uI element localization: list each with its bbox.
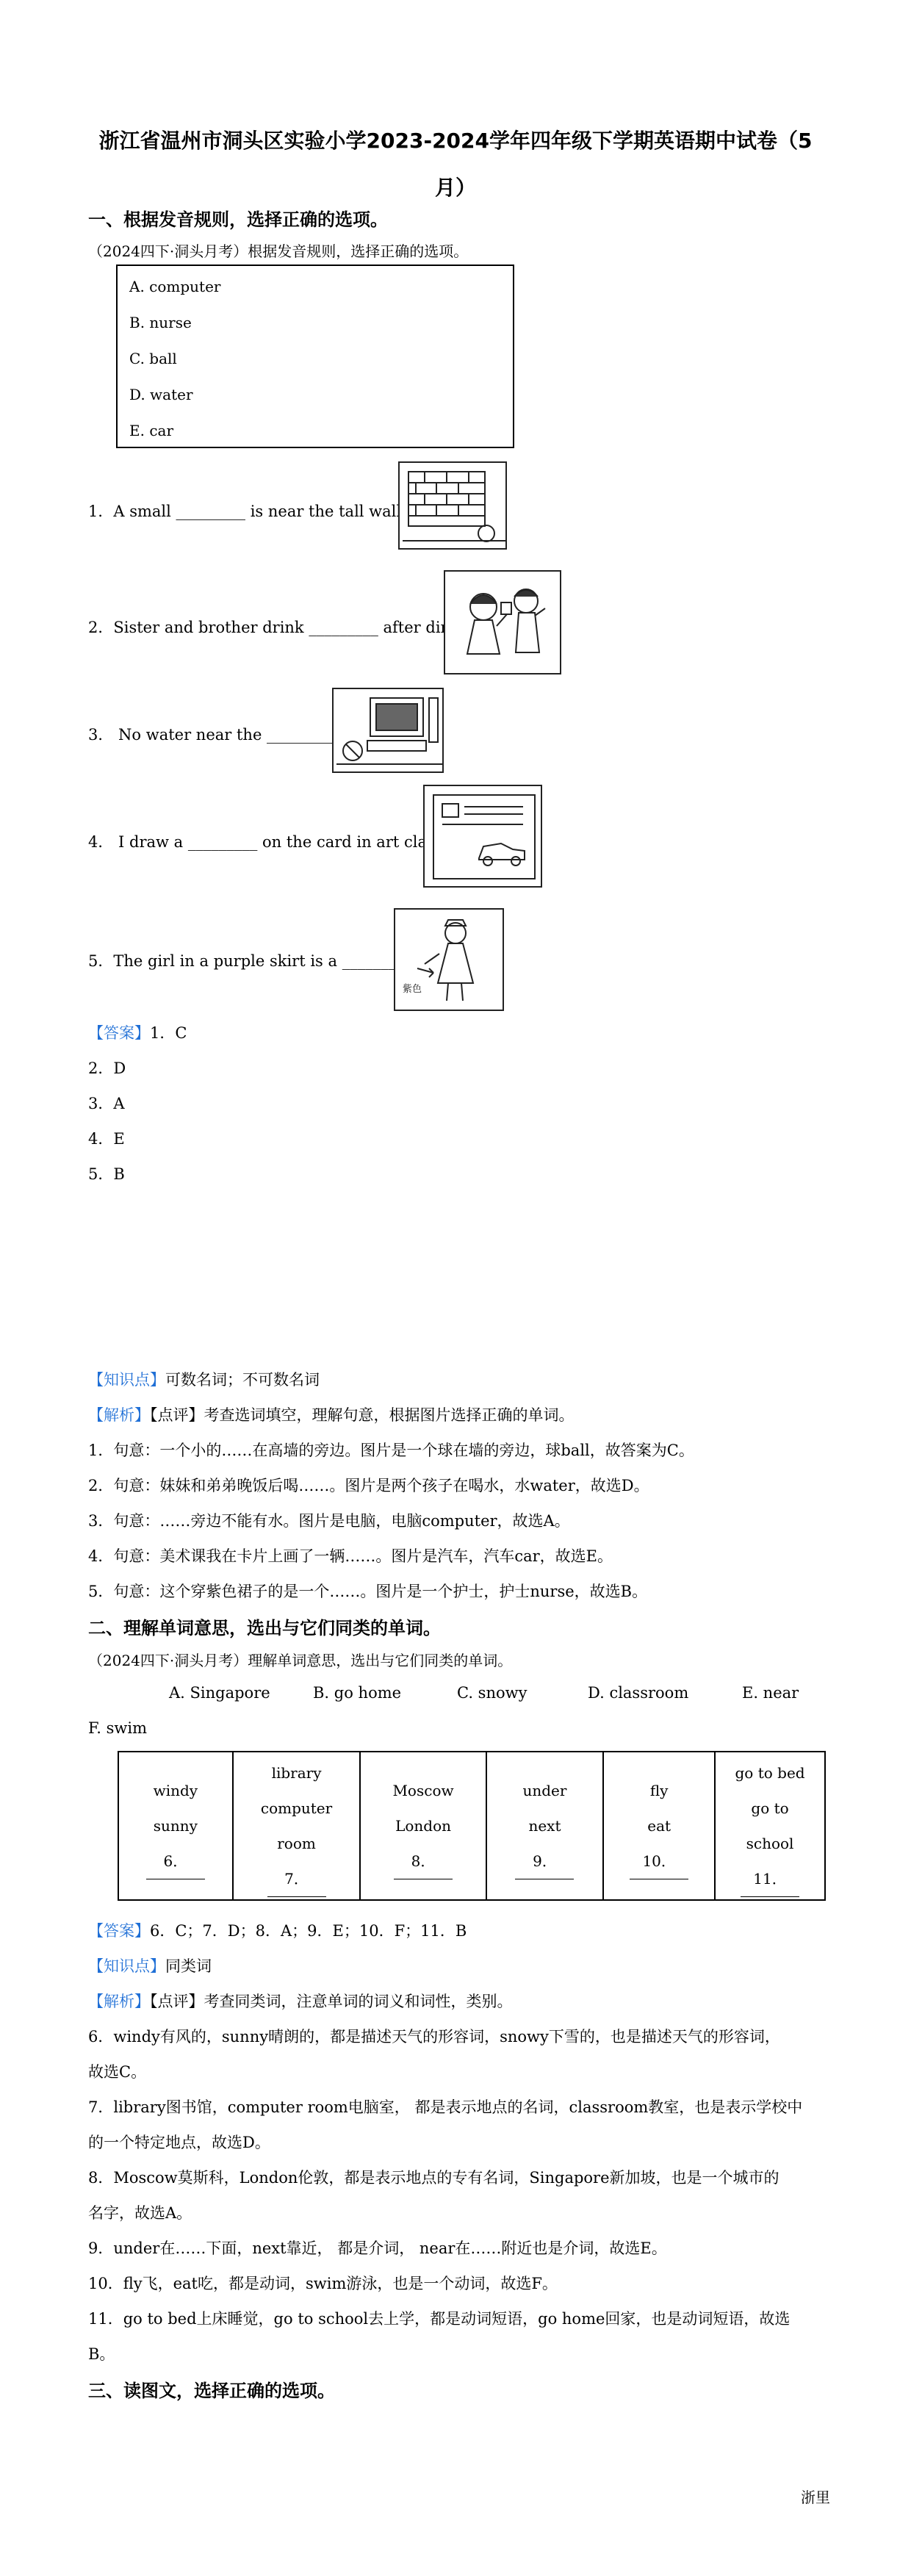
analysis-intro-2	[88, 1990, 513, 2012]
analysis-line: 10．fly飞，eat吃，都是动词，swim游泳，也是一个动词，故选F。	[88, 2275, 558, 2292]
answer-3: 3．A	[88, 1095, 125, 1112]
blank-10[interactable]: 10．	[630, 1843, 688, 1879]
question-2: 2．Sister and brother drink _________ after dinner.	[88, 619, 480, 636]
analysis-line: 11．go to bed上床睡觉，go to school去上学，都是动词短语，go home回家，也是动词短语，故选	[88, 2310, 791, 2328]
analysis-line: 8．Moscow莫斯科，London伦敦，都是表示地点的专有名词，Singapore新加坡，也是一个城市的	[88, 2169, 779, 2187]
group-word: London	[395, 1816, 451, 1835]
s2-option-d: D. classroom	[588, 1684, 689, 1702]
nurse-picture-label: 紫色	[403, 984, 422, 995]
answer-tag: 【答案】	[88, 1922, 150, 1940]
group-word: next	[528, 1816, 561, 1835]
analysis-line: B。	[88, 2345, 115, 2363]
option-a: A. computer	[129, 278, 221, 295]
word-groups-table	[118, 1751, 826, 1901]
answers-text: 6．C；7．D；8．A；9．E；10．F；11．B	[150, 1922, 467, 1940]
group-word: computer	[260, 1799, 333, 1817]
group-word: go to bed	[735, 1763, 805, 1782]
answer-5: 5．B	[88, 1165, 125, 1183]
analysis-intro-text: 【点评】考查同类词，注意单词的词义和词性，类别。	[150, 1993, 513, 2010]
knowledge-tag: 【知识点】	[88, 1957, 165, 1975]
s2-option-e: E. near	[742, 1684, 799, 1702]
analysis-intro-1	[88, 1403, 575, 1425]
group-cell-7	[233, 1752, 361, 1900]
analysis-line: 1．句意：一个小的……在高墙的旁边。图片是一个球在墙的旁边，球ball，故答案为C。	[88, 1442, 694, 1459]
group-cell-11	[715, 1752, 825, 1900]
answer-line-1	[88, 1021, 187, 1043]
question-4: 4． I draw a _________ on the card in art class.	[88, 833, 448, 851]
option-c: C. ball	[129, 350, 177, 367]
option-d: D. water	[129, 386, 193, 403]
option-e: E. car	[129, 422, 173, 439]
group-cell-10	[603, 1752, 715, 1900]
question-5: 5．The girl in a purple skirt is a _________.	[88, 952, 417, 970]
group-word: windy	[153, 1781, 198, 1799]
knowledge-point-2	[88, 1954, 212, 1976]
title-line-1: 浙江省温州市洞头区实验小学2023-2024学年四年级下学期英语期中试卷（5	[98, 129, 813, 153]
computer-picture	[332, 688, 444, 773]
group-word: library	[271, 1763, 322, 1782]
analysis-tag: 【解析】	[88, 1406, 150, 1424]
group-cell-6	[118, 1752, 233, 1900]
analysis-line: 4．句意：美术课我在卡片上画了一辆……。图片是汽车，汽车car，故选E。	[88, 1547, 613, 1565]
blank-6[interactable]: 6．	[146, 1843, 205, 1879]
s2-option-a: A. Singapore	[169, 1684, 270, 1702]
analysis-line: 名字，故选A。	[88, 2204, 192, 2222]
option-b: B. nurse	[129, 314, 192, 331]
s2-option-c: C. snowy	[457, 1684, 527, 1702]
group-word: room	[277, 1834, 316, 1852]
section-3-heading: 三、读图文，选择正确的选项。	[88, 2381, 335, 2401]
page-title	[81, 118, 830, 212]
analysis-line: 故选C。	[88, 2063, 147, 2081]
section-1-source: （2024四下·洞头月考）根据发音规则，选择正确的选项。	[88, 242, 469, 260]
group-cell-9	[486, 1752, 604, 1900]
group-word: fly	[649, 1781, 669, 1799]
section-1-heading: 一、根据发音规则，选择正确的选项。	[88, 209, 388, 230]
section-2-source: （2024四下·洞头月考）理解单词意思，选出与它们同类的单词。	[88, 1652, 513, 1669]
group-word: Moscow	[392, 1781, 454, 1799]
blank-9[interactable]: 9．	[515, 1843, 574, 1879]
answer-line-2	[88, 1919, 467, 1941]
title-line-2: 月）	[434, 176, 476, 200]
page-footer: 浙里	[801, 2489, 830, 2506]
children-drinking-picture	[444, 570, 561, 674]
group-word: eat	[647, 1816, 671, 1835]
analysis-line: 7．library图书馆，computer room电脑室， 都是表示地点的名词，classroom教室，也是表示学校中	[88, 2098, 803, 2116]
options-box	[116, 265, 514, 448]
group-word: go to	[751, 1799, 789, 1817]
analysis-line: 6．windy有风的，sunny晴朗的，都是描述天气的形容词，snowy下雪的，也是描述天气的形容词，	[88, 2028, 780, 2046]
knowledge-tag: 【知识点】	[88, 1371, 165, 1389]
blank-8[interactable]: 8．	[394, 1843, 453, 1879]
analysis-line: 2．句意：妹妹和弟弟晚饭后喝……。图片是两个孩子在喝水，水water，故选D。	[88, 1477, 649, 1494]
answer-4: 4．E	[88, 1130, 125, 1148]
s2-option-b: B. go home	[313, 1684, 402, 1702]
question-3: 3． No water near the _________.	[88, 726, 342, 744]
group-word: school	[746, 1834, 794, 1852]
group-cell-8	[360, 1752, 486, 1900]
group-word: under	[522, 1781, 567, 1799]
s2-option-f: F. swim	[88, 1719, 148, 1737]
nurse-picture	[394, 908, 504, 1011]
answer-1: 1．C	[150, 1024, 187, 1042]
group-word: sunny	[153, 1816, 198, 1835]
analysis-line: 3．句意：……旁边不能有水。图片是电脑，电脑computer，故选A。	[88, 1512, 570, 1530]
blank-7[interactable]: 7．	[267, 1861, 326, 1897]
analysis-line: 的一个特定地点，故选D。	[88, 2134, 270, 2151]
blank-11[interactable]: 11．	[741, 1861, 799, 1897]
knowledge-point-1	[88, 1368, 320, 1390]
knowledge-text: 可数名词；不可数名词	[165, 1371, 320, 1389]
answer-2: 2．D	[88, 1059, 126, 1077]
analysis-tag: 【解析】	[88, 1993, 150, 2010]
section-2-heading: 二、理解单词意思，选出与它们同类的单词。	[88, 1618, 441, 1638]
analysis-intro-text: 【点评】考查选词填空，理解句意，根据图片选择正确的单词。	[150, 1406, 575, 1424]
car-card-picture	[423, 785, 542, 888]
question-1: 1．A small _________ is near the tall wall.	[88, 503, 406, 520]
answer-tag: 【答案】	[88, 1024, 150, 1042]
knowledge-text: 同类词	[165, 1957, 212, 1975]
wall-ball-picture	[398, 461, 507, 550]
analysis-line: 9．under在……下面，next靠近， 都是介词， near在……附近也是介词，故选E。	[88, 2239, 667, 2257]
analysis-line: 5．句意：这个穿紫色裙子的是一个……。图片是一个护士，护士nurse，故选B。	[88, 1583, 648, 1600]
